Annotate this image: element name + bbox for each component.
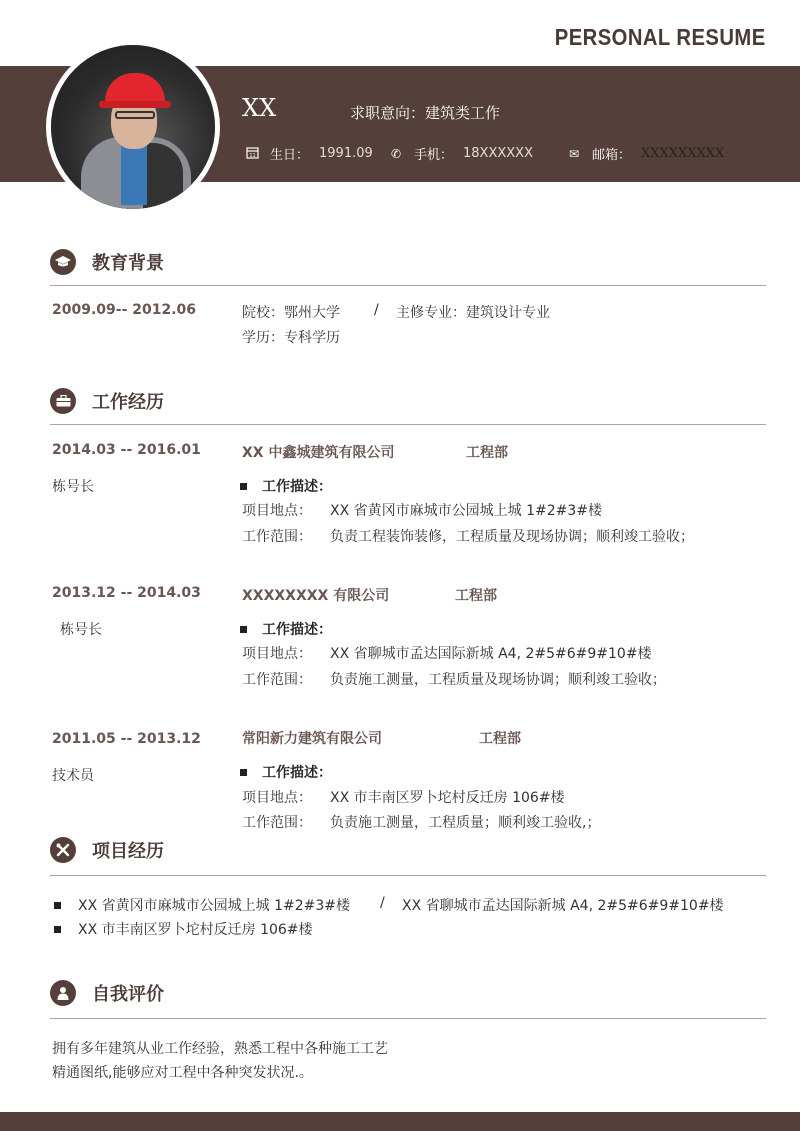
self-eval-line-1: 拥有多年建筑从业工作经验，熟悉工程中各种施工工艺 [52,1041,388,1057]
project-3-text: XX 市丰南区罗卜坨村反迁房 106#楼 [78,922,313,938]
work-divider [50,424,766,425]
job-3-scope: 负责施工测量，工程质量；顺利竣工验收,； [330,815,601,831]
education-title: 教育背景 [92,253,164,274]
tools-icon [50,837,76,863]
job-3-desc-label: 工作描述： [262,765,332,781]
job-2-company: XXXXXXXX 有限公司 [242,588,390,604]
job-1-desc-heading [240,476,332,496]
phone-value: 18XXXXXX [463,146,533,161]
job-1-scope: 负责工程装饰装修，工程质量及现场协调；顺利竣工验收； [330,529,694,545]
self-eval-title: 自我评价 [92,984,164,1005]
job-2-desc-label: 工作描述： [262,622,332,638]
education-school: 院校：鄂州大学 [242,305,340,321]
bullet-square [240,483,247,490]
briefcase-icon [50,388,76,414]
photo-helmet-brim [99,101,171,108]
photo-shirt [121,145,147,205]
education-section-header [50,249,164,275]
phone-info [388,144,533,163]
education-major: 主修专业：建筑设计专业 [396,305,550,321]
education-date: 2009.09-- 2012.06 [52,302,197,318]
project-separator: / [380,895,385,911]
resume-title: PERSONAL RESUME [555,24,766,50]
self-eval-section-header [50,980,164,1006]
job-intent: 求职意向：建筑类工作 [350,104,501,122]
education-degree: 学历：专科学历 [242,330,340,346]
birth-label: 生日： [270,148,310,163]
job-3-location: XX 市丰南区罗卜坨村反迁房 106#楼 [330,790,565,806]
job-2-role: 栋号长 [60,622,102,638]
job-2-desc-heading [240,619,332,639]
email-label: 邮箱： [592,148,632,163]
self-eval-divider [50,1018,766,1019]
job-3-company: 常阳新力建筑有限公司 [242,731,382,747]
person-icon [50,980,76,1006]
job-2-scope-label: 工作范围： [242,672,312,688]
job-2-scope: 负责施工测量，工程质量及现场协调；顺利竣工验收； [330,672,666,688]
contact-info-row [244,144,764,164]
job-1-date: 2014.03 -- 2016.01 [52,442,201,458]
projects-section-header [50,837,164,863]
job-3-desc-heading [240,762,332,782]
projects-title: 项目经历 [92,841,164,862]
job-2-dept: 工程部 [455,588,497,604]
phone-icon: ✆ [390,146,402,161]
job-3-location-label: 项目地点： [242,790,312,806]
job-1-desc-label: 工作描述： [262,479,332,495]
education-separator: / [374,302,379,318]
phone-label: 手机： [414,148,454,163]
candidate-name: XX [242,94,277,122]
photo-glasses [115,111,155,119]
birth-info [244,144,373,163]
project-item-1 [54,895,350,915]
bullet-square [240,769,247,776]
email-value: XXXXXXXXX [641,146,725,161]
profile-photo [46,40,220,214]
job-3-role: 技术员 [52,768,94,784]
job-2-date: 2013.12 -- 2014.03 [52,585,201,601]
footer-band [0,1112,800,1131]
self-eval-line-2: 精通图纸,能够应对工程中各种突发状况.。 [52,1065,313,1081]
job-3-dept: 工程部 [479,731,521,747]
job-2-location-label: 项目地点： [242,646,312,662]
birth-value: 1991.09 [319,146,373,161]
bullet-square [54,902,61,909]
projects-divider [50,875,766,876]
work-section-header [50,388,164,414]
project-1-text: XX 省黄冈市麻城市公园城上城 1#2#3#楼 [78,898,350,914]
job-3-scope-label: 工作范围： [242,815,312,831]
bullet-square [54,926,61,933]
education-divider [50,285,766,286]
work-title: 工作经历 [92,392,164,413]
bullet-square [240,626,247,633]
job-2-location: XX 省聊城市孟达国际新城 A4, 2#5#6#9#10#楼 [330,646,652,662]
svg-text:11: 11 [248,152,256,159]
envelope-icon: ✉ [568,146,580,161]
project-2-text: XX 省聊城市孟达国际新城 A4, 2#5#6#9#10#楼 [402,898,724,914]
job-1-dept: 工程部 [466,445,508,461]
job-3-date: 2011.05 -- 2013.12 [52,731,201,747]
graduation-cap-icon [50,249,76,275]
job-1-company: XX 中鑫城建筑有限公司 [242,445,395,461]
job-1-scope-label: 工作范围： [242,529,312,545]
job-1-location-label: 项目地点： [242,503,312,519]
calendar-icon [244,146,260,162]
project-item-3 [54,919,313,939]
email-info [566,144,724,163]
job-1-location: XX 省黄冈市麻城市公园城上城 1#2#3#楼 [330,503,602,519]
job-1-role: 栋号长 [52,479,94,495]
